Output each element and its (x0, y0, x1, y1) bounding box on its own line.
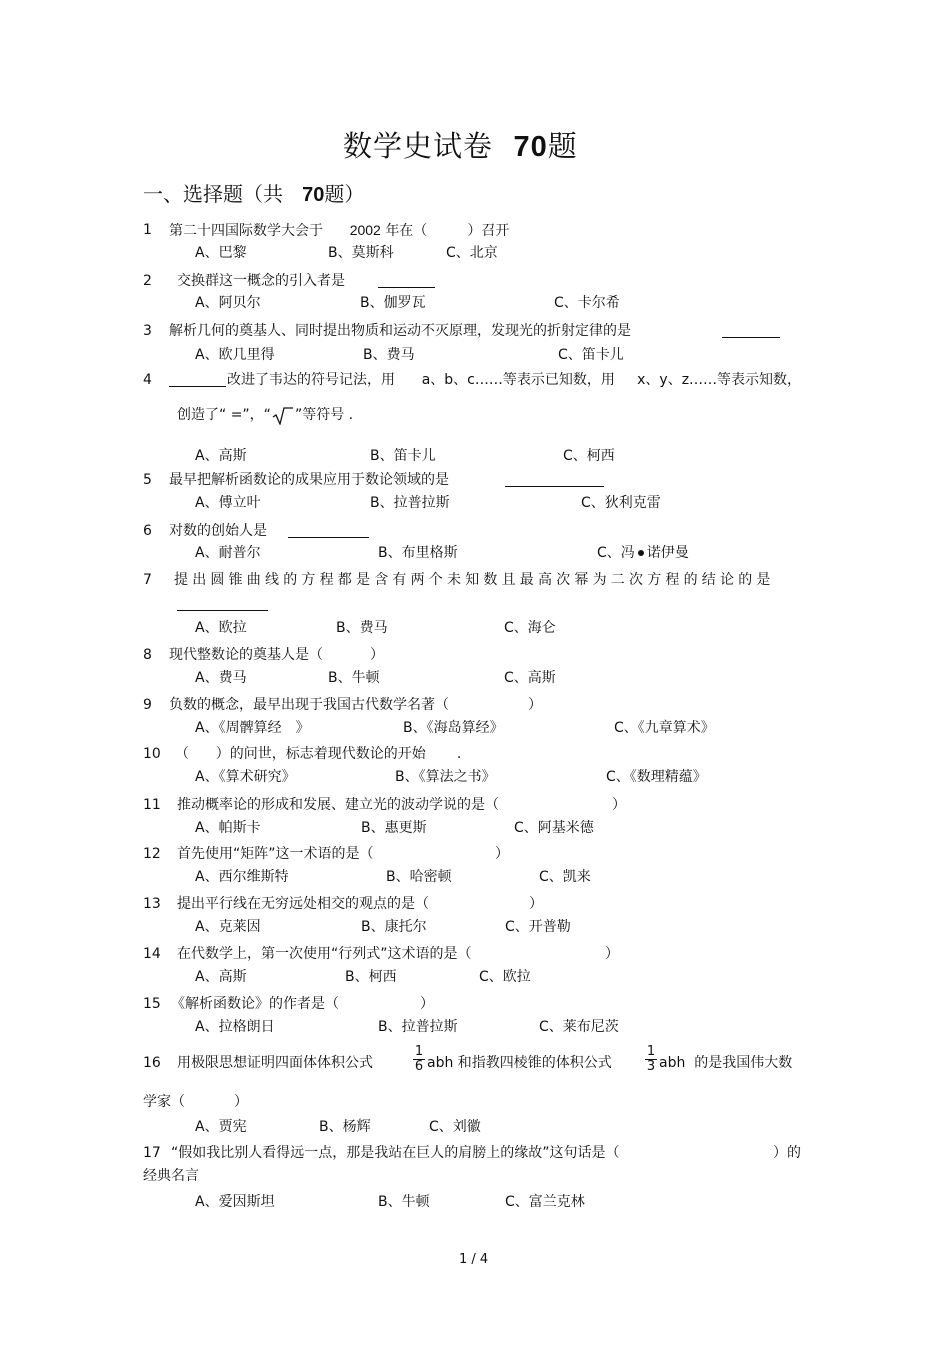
option-c: C、高斯 (504, 670, 556, 686)
question-number: 3 (143, 323, 152, 339)
question-text: 在代数学上，第一次使用“行列式”这术语的是（ (177, 946, 472, 962)
option-c: C、柯西 (563, 448, 615, 464)
question-number: 11 (143, 797, 161, 813)
option-a: A、欧几里得 (195, 347, 275, 363)
option-b: B、伽罗瓦 (360, 295, 426, 311)
page-number: 1 / 4 (459, 1252, 489, 1267)
question-text: （ ）的问世，标志着现代数论的开始 . (175, 746, 462, 762)
option-c: C、海仑 (504, 620, 556, 636)
close-paren: ） (528, 697, 542, 713)
answer-blank (169, 373, 226, 387)
option-a: A、费马 (195, 670, 247, 686)
option-c: C、欧拉 (479, 969, 531, 985)
question-text-cont: 经典名言 (143, 1168, 199, 1184)
question-number: 12 (143, 846, 161, 862)
option-c: C、《九章算术》 (614, 720, 715, 736)
option-b: B、费马 (363, 347, 415, 363)
option-b: B、哈密顿 (386, 869, 452, 885)
question-number: 8 (143, 647, 152, 663)
close-paren: ） (370, 647, 384, 663)
option-c: C、卡尔希 (554, 295, 620, 311)
question-text: 交换群这一概念的引入者是 (177, 273, 345, 289)
question-text: 提出平行线在无穷远处相交的观点的是（ (177, 896, 429, 912)
option-a: A、欧拉 (195, 620, 247, 636)
question-text: 改进了韦达的符号记法，用 a、b、c……等表示已知数，用 x、y、z……等表示知数， (227, 372, 802, 388)
option-a: A、《算术研究》 (195, 769, 296, 785)
option-b: B、莫斯科 (328, 245, 394, 261)
option-c: C、富兰克林 (505, 1194, 585, 1210)
option-a: A、贾宪 (195, 1119, 247, 1135)
question-number: 7 (143, 572, 152, 588)
option-a: A、西尔维斯特 (195, 869, 289, 885)
option-c: C、阿基米德 (514, 820, 594, 836)
question-number: 16 (143, 1055, 161, 1071)
bullet-dot-icon (638, 550, 644, 556)
option-a: A、巴黎 (195, 245, 247, 261)
question-text: 负数的概念，最早出现于我国古代数学名著（ (169, 697, 449, 713)
question-number: 1 (143, 222, 152, 238)
option-b: B、《算法之书》 (395, 769, 496, 785)
option-c: C、凯来 (539, 869, 591, 885)
question-text: 对数的创始人是 (169, 523, 267, 539)
option-a: A、爱因斯坦 (195, 1194, 275, 1210)
sqrt-icon (272, 405, 294, 423)
option-c: C、开普勒 (505, 919, 571, 935)
close-paren: ） (529, 896, 543, 912)
option-a: A、阿贝尔 (195, 295, 261, 311)
question-number: 10 (143, 746, 161, 762)
close-paren: ） (495, 846, 509, 862)
option-a: A、高斯 (195, 969, 247, 985)
question-number: 6 (143, 523, 152, 539)
option-b: B、杨辉 (319, 1119, 371, 1135)
option-b: B、《海岛算经》 (403, 720, 504, 736)
question-text: 用极限思想证明四面体体积公式 (177, 1055, 373, 1071)
question-number: 15 (143, 996, 161, 1012)
option-c: C、狄利克雷 (581, 495, 661, 511)
close-paren: ） (612, 797, 626, 813)
option-b: B、惠更斯 (361, 820, 427, 836)
question-text: abh 的是我国伟大数 (659, 1055, 793, 1071)
option-c: C、北京 (446, 245, 498, 261)
option-b: B、拉普拉斯 (370, 495, 450, 511)
question-text-cont: 创造了“ =”，“ ”等符号 . (177, 407, 354, 423)
option-a: A、克莱因 (195, 919, 261, 935)
question-number: 9 (143, 697, 152, 713)
question-text: 提出圆锥曲线的方程都是含有两个未知数且最高次幂为二次方程的结论的是 (174, 572, 775, 588)
option-a: A、拉格朗日 (195, 1019, 275, 1035)
answer-blank (288, 524, 369, 538)
question-text: 最早把解析函数论的成果应用于数论领域的是 (169, 472, 449, 488)
option-a: A、傅立叶 (195, 495, 261, 511)
option-b: B、拉普拉斯 (378, 1019, 458, 1035)
close-paren: ） (605, 946, 619, 962)
question-text: 《解析函数论》的作者是（ (171, 996, 339, 1012)
question-text: 推动概率论的形成和发展、建立光的波动学说的是（ (177, 797, 499, 813)
option-b: B、牛顿 (378, 1194, 430, 1210)
question-number: 17 (143, 1145, 161, 1161)
option-b: B、柯西 (345, 969, 397, 985)
question-text-cont: 学家（ ） (143, 1094, 248, 1110)
answer-blank (505, 473, 604, 487)
option-b: B、笛卡儿 (370, 448, 436, 464)
question-number: 5 (143, 472, 152, 488)
option-c: C、莱布尼茨 (539, 1019, 619, 1035)
option-c: C、《数理精蕴》 (606, 769, 707, 785)
option-c: C、刘徽 (429, 1119, 481, 1135)
fraction-one-sixth: $\frac{1}{6}$ (414, 1044, 424, 1074)
option-a: A、高斯 (195, 448, 247, 464)
question-text: 第二十四国际数学大会于 2002 年在（ ）召开 (169, 222, 510, 239)
answer-blank (722, 324, 780, 338)
question-text: 首先使用“矩阵”这一术语的是（ (177, 846, 374, 862)
question-text: 现代整数论的奠基人是（ (169, 647, 323, 663)
fraction-one-third: $\frac{1}{3}$ (646, 1044, 656, 1074)
question-number: 2 (143, 273, 152, 289)
question-text: abh 和指教四棱锥的体积公式 (427, 1055, 612, 1071)
close-paren: ） (420, 996, 434, 1012)
question-text: “假如我比别人看得远一点，那是我站在巨人的肩膀上的缘故”这句话是（ (171, 1145, 620, 1161)
option-b: B、布里格斯 (378, 545, 458, 561)
question-number: 4 (143, 372, 152, 388)
answer-blank (378, 274, 435, 288)
section-heading: 一、选择题（共 70题） (143, 182, 365, 206)
option-c: C、笛卡儿 (558, 347, 624, 363)
option-b: B、费马 (336, 620, 388, 636)
option-b: B、康托尔 (361, 919, 427, 935)
page-title: 数学史试卷 70题 (343, 129, 578, 163)
option-a: A、帕斯卡 (195, 820, 261, 836)
option-b: B、牛顿 (328, 670, 380, 686)
option-a: A、耐普尔 (195, 545, 261, 561)
option-c: C、冯 诺伊曼 (597, 545, 689, 561)
question-text: 解析几何的奠基人、同时提出物质和运动不灭原理，发现光的折射定律的是 (169, 323, 631, 339)
answer-blank (177, 597, 268, 611)
option-a: A、《周髀算经 》 (195, 720, 310, 736)
question-number: 13 (143, 896, 161, 912)
question-number: 14 (143, 946, 161, 962)
close-paren: ）的 (773, 1145, 801, 1161)
